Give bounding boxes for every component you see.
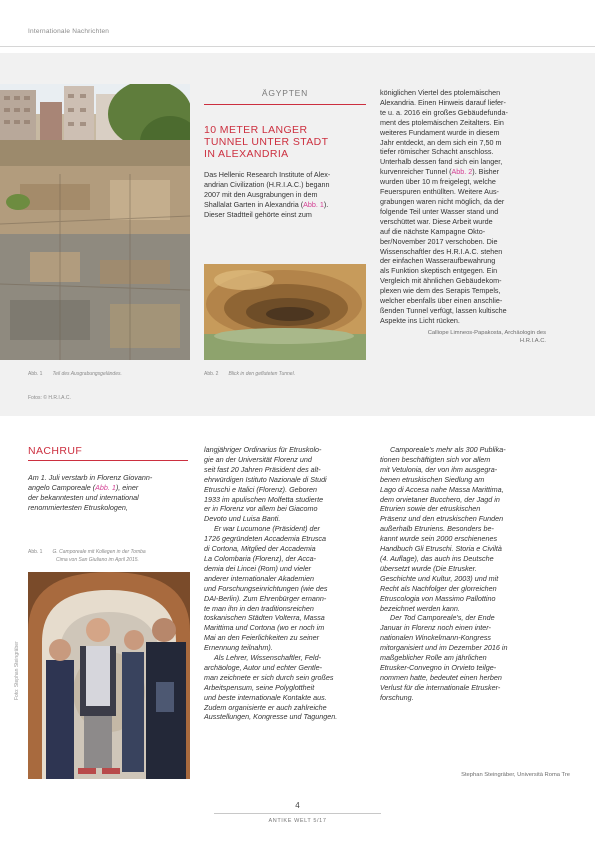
text-line: langjähriger Ordinarius für Etruskolo- — [204, 445, 322, 454]
text-line: grabungen waren nicht möglich, da der — [380, 196, 505, 206]
figure-caption-2 — [204, 371, 295, 377]
text-line: 1726 gegründeten Accademia Etrusca — [204, 534, 327, 544]
caption-text: Blick in den gefluteten Tunnel. — [228, 371, 296, 377]
text-line: Unterhalb dessen fand sich ein langer, — [380, 157, 503, 167]
figure-caption-1 — [28, 371, 122, 377]
obituary-lead — [28, 473, 198, 513]
text-line: er in Florenz vor allem bei Giacomo — [204, 504, 318, 514]
text-line: Handbuch Gli Etruschi. Storia e Civiltà — [380, 544, 502, 554]
text-line: tiefer römischer Schacht anschloss. — [380, 147, 494, 157]
text-line: Ausstellungen, Kongresse und Tagungen. — [204, 712, 338, 722]
page-number: 4 — [295, 801, 300, 810]
text-line: La Colombaria (Florenz), der Acca- — [204, 553, 316, 563]
caption-number: Abb. 2 — [204, 371, 219, 377]
text-line: kurvenreicher Tunnel (Abb. 2). Bisher — [380, 167, 500, 177]
text-line: maßgeblicher Rolle am jährlichen — [380, 653, 487, 663]
text-line: Etruscologia von Massimo Pallottino — [380, 593, 496, 603]
text-line: dem orvietaner Bucchero, der Jagd in — [380, 494, 500, 504]
text-line: toskanischen Städten Volterra, Massa — [204, 613, 325, 623]
figure-caption-obituary — [28, 549, 146, 564]
obituary-column-3 — [380, 445, 572, 703]
text-line: Vergleich mit ähnlichen Gebäudekom- — [380, 276, 502, 286]
text-line: folgende Teil unter Wasser stand und — [380, 206, 499, 216]
text-line: anderer internationaler Akademien — [204, 573, 315, 583]
text-line: 1933 im apulischen Molfetta studierte — [204, 494, 324, 504]
text-line: benen etruskischen Siedlung am — [380, 474, 485, 484]
text-line: der bekanntesten und international — [28, 492, 139, 502]
figure-ref-link[interactable]: Abb. 1 — [95, 482, 116, 492]
article-headline — [204, 124, 366, 160]
section-rule — [204, 104, 366, 105]
text-line: Etrusker-Convegno in Orvieto teilge- — [380, 662, 497, 672]
text-line: Zudem organisierte er auch zahlreiche — [204, 702, 327, 712]
text-line: andrian Civilization (H.R.I.A.C.) begann — [204, 179, 330, 189]
text-line: DAI-Berlin). Zum Ehrenbürger ernann- — [204, 593, 327, 603]
text-line: seit fast 20 Jahren Präsident des alt- — [204, 464, 321, 474]
text-line: und beste internationale Kontakte aus. — [204, 692, 327, 702]
text-line: bezeichnet werden kann. — [380, 603, 460, 613]
text-line: kannt wurde sein 2000 erschienenes — [380, 534, 498, 544]
text-line: Camporeale's mehr als 300 Publika- — [390, 445, 506, 454]
text-line: Ernennung teilnahm). — [204, 643, 273, 653]
caption-number: Abb. 1 — [28, 371, 43, 377]
magazine-footer: ANTIKE WELT 5/17 — [268, 818, 327, 824]
text-line: der einfachen Wasseraufbewahrung — [380, 256, 496, 266]
text-line: te u. a. 2016 ein großes Gebäudefunda- — [380, 107, 508, 117]
text-line: Wissenschaftler des H.R.I.A.C. stehen — [380, 246, 503, 256]
text-line: archäologe, Autor und echter Gentle- — [204, 662, 323, 672]
author-signature: Stephan Steingräber, Università Roma Tre — [461, 772, 570, 778]
text-line: mitorganisiert und im Dezember 2016 in — [380, 643, 508, 653]
text-line: wurden über 10 m freigelegt, welche — [380, 177, 496, 187]
text-line: mit Vetulonia, der von ihm ausgegra- — [380, 464, 498, 474]
text-line: Präsenz und den etruskischen Funden — [380, 514, 504, 524]
running-head: Internationale Nachrichten — [28, 28, 110, 35]
text-line: und Forschungseinrichtungen (wie des — [204, 583, 328, 593]
photo-credit-vertical: Foto: Stephan Steingräber — [14, 641, 20, 700]
text-line: nationalen Winckelmann-Kongress — [380, 633, 492, 643]
text-line: Shallalat Garten in Alexandria (Abb. 1). — [204, 199, 329, 209]
text-line: Recht als Nachfolger der glorreichen — [380, 583, 497, 593]
text-line: weiteres Fundament wurde in diesem — [380, 127, 500, 137]
text-line: angelo Camporeale (Abb. 1), einer — [28, 482, 139, 492]
headline-line: TUNNEL UNTER STADT — [204, 136, 329, 148]
caption-number: Abb. 1 — [28, 549, 43, 555]
text-line: di Cortona, Mitglied der Accademia — [204, 544, 316, 554]
text-line: forschung. — [380, 692, 414, 702]
text-line: Januar in Florenz noch einen inter- — [380, 623, 491, 633]
article-column-3 — [380, 88, 570, 345]
text-line: ment des ptolemäischen Zeitalters. Ein — [380, 117, 504, 127]
text-line: ber/November 2017 verschoben. Die — [380, 236, 498, 246]
text-line: königlichen Viertel des ptolemäischen — [380, 88, 501, 97]
text-line: plexen wie dem des Serapis Tempels, — [380, 286, 501, 296]
text-line: Aspekte ins Licht rücken. — [380, 315, 460, 325]
text-line: Dieser Stadtteil gehörte einst zum — [204, 209, 312, 219]
text-line: demia dei Lincei (Rom) und vieler — [204, 563, 312, 573]
figure-ref-link[interactable]: Abb. 2 — [451, 167, 473, 177]
text-line: Jahr entdeckt, an dem sich ein 7,50 m — [380, 137, 502, 147]
text-line: außerhalb Etruriens. Besonders be- — [380, 524, 494, 534]
author-signature: Calliope Limneos-Papakosta, Archäologin des H.R.I.A.C. — [427, 329, 546, 344]
flooded-tunnel-photo — [204, 264, 366, 360]
text-line: Mai an den Feierlichkeiten zu seiner — [204, 633, 320, 643]
article-lead — [204, 170, 370, 220]
obituary-column-2 — [204, 445, 374, 722]
caption-text: Cima von San Giuliano im April 2015. — [56, 556, 139, 563]
text-line: Devoto und Luisa Banti. — [204, 514, 281, 524]
text-line: Lago di Accesa nahe Massa Marittima, — [380, 484, 504, 494]
header-rule — [0, 46, 595, 47]
caption-text: G. Camporeale mit Kollegen in der Tomba — [52, 549, 146, 555]
section-label-egypt: ÄGYPTEN — [261, 88, 309, 98]
text-line: auf die nächste Kampagne Okto- — [380, 226, 486, 236]
figure-ref-link[interactable]: Abb. 1 — [303, 199, 324, 209]
text-line: Der Tod Camporeale's, der Ende — [390, 613, 495, 623]
footer-rule — [214, 813, 381, 814]
excavation-site-photo — [0, 84, 190, 360]
text-line: Am 1. Juli verstarb in Florenz Giovann- — [28, 473, 153, 482]
text-line: tionen beschäftigten sich vor allem — [380, 454, 491, 464]
photo-credit: Fotos: © H.R.I.A.C. — [28, 395, 71, 401]
text-line: Arbeitspensum, seine Polyglottheit — [204, 682, 315, 692]
caption-text: Teil des Ausgrabungsgeländes. — [52, 371, 122, 377]
text-line: Marittima und Cortona (wo er noch im — [204, 623, 325, 633]
text-line: Verlust für die internationale Etrusker- — [380, 682, 501, 692]
text-line: ehrwürdigen Istituto Nazionale di Studi — [204, 474, 327, 484]
text-line: übersetzt wurde (Die Etrusker. — [380, 563, 477, 573]
text-line: Etruschi e Italici (Florenz). Geboren — [204, 484, 318, 494]
text-line: man zeichnete er sich durch sein großes — [204, 672, 334, 682]
text-line: Geschichte und Kultur, 2003) und mit — [380, 573, 499, 583]
text-line: 2007 mit den Ausgrabungen in dem — [204, 189, 318, 199]
text-line: als Funktion skeptisch entgegen. Ein — [380, 266, 498, 276]
text-line: Das Hellenic Research Institute of Alex- — [204, 170, 331, 179]
text-line: te man ihn in den traditionsreichen — [204, 603, 314, 613]
text-line: gie an der Universität Florenz und — [204, 454, 312, 464]
section-rule — [28, 460, 188, 461]
text-line: Alexandria. Einen Hinweis darauf liefer- — [380, 97, 506, 107]
headline-line: 10 METER LANGER — [204, 124, 308, 136]
headline-line: IN ALEXANDRIA — [204, 148, 289, 160]
text-line: ßenden Tunnel verfügt, lassen kultische — [380, 305, 507, 315]
text-line: welcher ebenfalls über einen anschlie- — [380, 296, 503, 306]
text-line: verschüttet war. Diese Arbeit wurde — [380, 216, 493, 226]
text-line: nommen hatte, bedeutet einen herben — [380, 672, 502, 682]
section-label-nachruf: NACHRUF — [28, 445, 83, 457]
text-line: Etrurien sowie der etruskischen — [380, 504, 481, 514]
text-line: Als Lehrer, Wissenschaftler, Feld- — [214, 653, 321, 663]
text-line: Feuerspuren enthüllten. Weitere Aus- — [380, 187, 499, 197]
text-line: Er war Lucumone (Präsident) der — [214, 524, 320, 534]
text-line: renommiertesten Etruskologen, — [28, 502, 128, 512]
tomb-group-photo — [28, 572, 190, 779]
text-line: (4. Auflage), das auch ins Deutsche — [380, 553, 494, 563]
